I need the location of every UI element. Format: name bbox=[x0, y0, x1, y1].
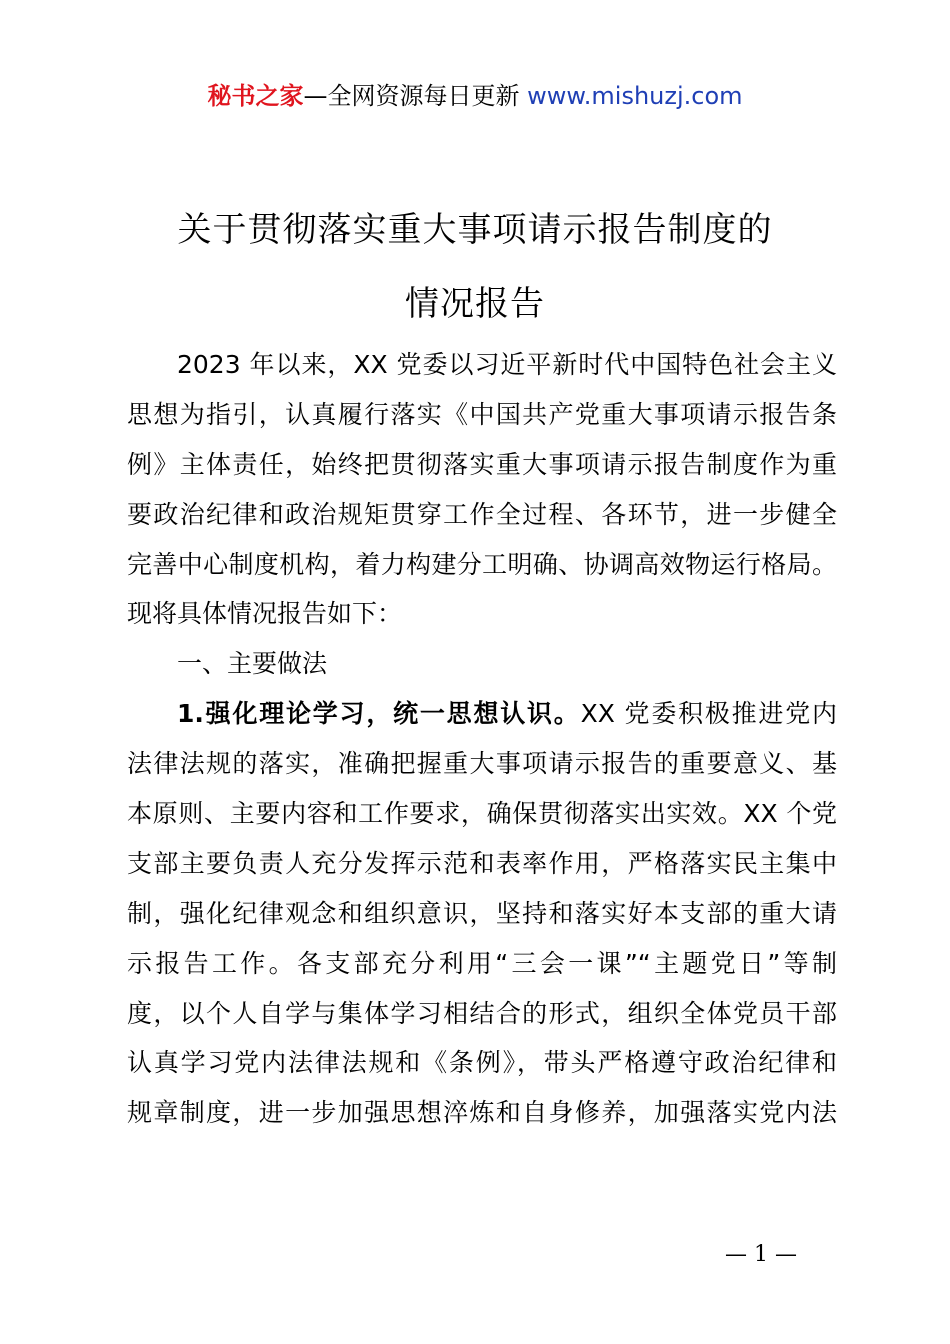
document-body bbox=[127, 340, 837, 1138]
banner-brand: 秘书之家 bbox=[207, 82, 304, 110]
section-heading: 一、主要做法 bbox=[177, 649, 328, 679]
page-number: — 1 — bbox=[725, 1242, 797, 1267]
body-line: 法律法规的落实，准确把握重大事项请示报告的重要意义、基 bbox=[127, 749, 837, 779]
body-line: 认真学习党内法律法规和《条例》，带头严格遵守政治纪律和 bbox=[127, 1048, 837, 1078]
body-line: 示报告工作。各支部充分利用“三会一课”“主题党日”等制 bbox=[127, 948, 837, 978]
banner-url-link[interactable]: www.mishuzj.com bbox=[527, 82, 743, 110]
banner-slogan: —全网资源每日更新 bbox=[303, 82, 520, 110]
body-line: 支部主要负责人充分发挥示范和表率作用，严格落实民主集中 bbox=[127, 848, 837, 878]
body-line: 要政治纪律和政治规矩贯穿工作全过程、各环节，进一步健全 bbox=[127, 499, 837, 529]
body-line: 完善中心制度机构，着力构建分工明确、协调高效物运行格局。 bbox=[127, 549, 837, 579]
body-line: 本原则、主要内容和工作要求，确保贯彻落实出实效。XX 个党 bbox=[127, 799, 837, 829]
header-banner bbox=[0, 80, 950, 112]
document-title-line-1: 关于贯彻落实重大事项请示报告制度的 bbox=[177, 210, 773, 250]
point-1-heading: 1.强化理论学习，统一思想认识。 bbox=[177, 699, 581, 729]
body-line: 2023 年以来，XX 党委以习近平新时代中国特色社会主义 bbox=[177, 350, 837, 379]
body-line: 现将具体情况报告如下： bbox=[127, 599, 403, 629]
document-title-line-2: 情况报告 bbox=[405, 284, 545, 324]
body-line: 思想为指引，认真履行落实《中国共产党重大事项请示报告条 bbox=[127, 399, 837, 429]
body-line: 例》主体责任，始终把贯彻落实重大事项请示报告制度作为重 bbox=[127, 449, 837, 479]
body-line: 制，强化纪律观念和组织意识，坚持和落实好本支部的重大请 bbox=[127, 898, 837, 928]
body-line: 度，以个人自学与集体学习相结合的形式，组织全体党员干部 bbox=[127, 998, 837, 1028]
point-1-first-line-rest: XX 党委积极推进党内 bbox=[580, 699, 837, 729]
point-1-first-line bbox=[127, 689, 837, 739]
body-line: 规章制度，进一步加强思想淬炼和自身修养，加强落实党内法 bbox=[127, 1098, 837, 1128]
